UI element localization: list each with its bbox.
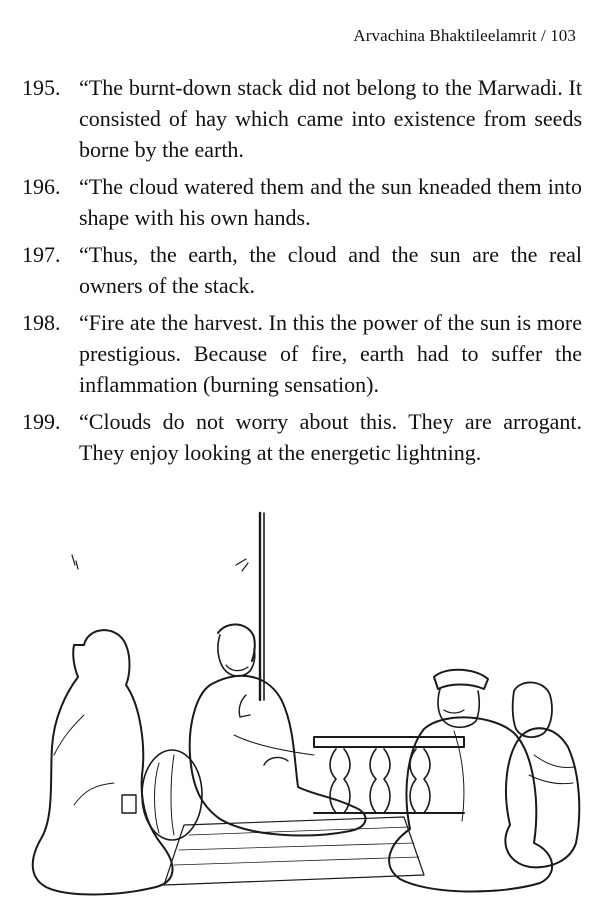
verse-number: 196.	[22, 174, 61, 199]
verse-text: “Clouds do not worry about this. They are arrogant. They enjoy looking at the energetic lightning.	[79, 409, 582, 465]
verse-198	[22, 307, 582, 400]
verse-number: 197.	[22, 242, 61, 267]
verse-number: 198.	[22, 310, 61, 335]
right-devotee-figure	[505, 682, 579, 867]
turbaned-devotee-figure	[389, 670, 552, 892]
verse-list	[22, 72, 582, 474]
verse-number: 195.	[22, 75, 61, 100]
wooden-pole	[72, 513, 264, 700]
verse-text: “The burnt-down stack did not belong to the Marwadi. It consisted of hay which came into existence from seeds borne by the earth.	[79, 75, 582, 162]
saint-figure	[190, 624, 366, 835]
floor-mat	[164, 817, 424, 885]
verse-number: 199.	[22, 409, 61, 434]
verse-197	[22, 239, 582, 301]
verse-195	[22, 72, 582, 165]
saint-with-devotees-illustration	[14, 505, 586, 910]
verse-text: “Thus, the earth, the cloud and the sun are the real owners of the stack.	[79, 242, 582, 298]
railing	[314, 737, 464, 813]
running-header: Arvachina Bhaktileelamrit / 103	[353, 26, 576, 45]
verse-199	[22, 406, 582, 468]
verse-text: “Fire ate the harvest. In this the power of the sun is more prestigious. Because of fire, earth had to suffer the inflammation (burning sensation).	[79, 310, 582, 397]
verse-text: “The cloud watered them and the sun kneaded them into shape with his own hands.	[79, 174, 582, 230]
verse-196	[22, 171, 582, 233]
